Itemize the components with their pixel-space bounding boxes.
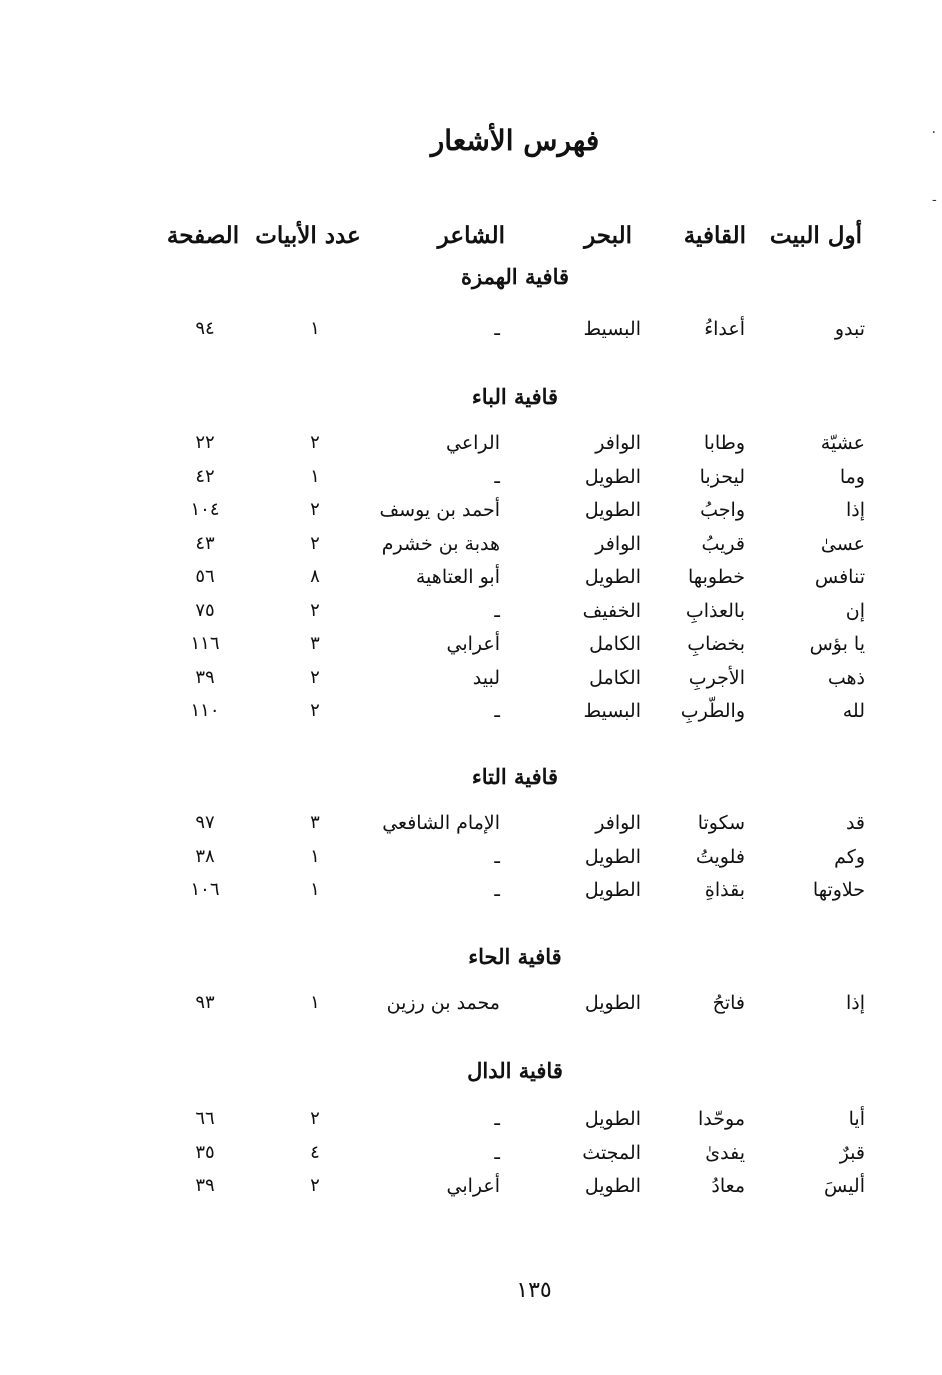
row-meter: البسيط (583, 700, 641, 722)
row-first-word: إذا (845, 499, 865, 521)
table-header (0, 222, 942, 256)
section-title: قافية الهمزة (460, 264, 570, 289)
row-poet: أعرابي (446, 633, 500, 655)
table-row (0, 499, 942, 529)
row-rhyme: الأجربِ (688, 666, 745, 689)
row-poet: ـ (494, 1141, 500, 1164)
row-first-word: أليسَ (823, 1175, 865, 1197)
row-page: ٩٤ (195, 318, 215, 339)
row-verse-count: ١ (310, 992, 320, 1013)
header-poet: الشاعر (437, 222, 505, 249)
header-first-word: أول البيت (769, 222, 862, 249)
row-rhyme: سكوتا (697, 812, 745, 834)
table-row (0, 812, 942, 842)
row-page: ١٠٦ (190, 879, 220, 900)
row-first-word: عسىٰ (820, 532, 865, 555)
row-first-word: حلاوتها (812, 879, 865, 901)
row-rhyme: خطوبها (688, 566, 745, 588)
row-meter: المجتث (582, 1141, 641, 1164)
row-meter: الطويل (584, 879, 641, 901)
row-page: ٣٩ (195, 666, 215, 688)
row-page: ٣٨ (195, 845, 215, 867)
row-first-word: ذهب (827, 666, 865, 689)
row-page: ٤٢ (195, 465, 215, 487)
row-verse-count: ١ (310, 318, 320, 339)
row-first-word: يا بؤس (809, 633, 865, 655)
table-row (0, 600, 942, 630)
row-page: ٩٧ (195, 812, 215, 833)
row-verse-count: ٢ (310, 1175, 320, 1196)
row-meter: الطويل (584, 465, 641, 488)
table-row (0, 700, 942, 730)
row-rhyme: فاتحُ (712, 992, 745, 1014)
row-verse-count: ٢ (310, 499, 320, 520)
page-number: ١٣٥ (516, 1278, 552, 1303)
row-rhyme: واجبُ (700, 499, 745, 521)
row-verse-count: ٣ (310, 633, 320, 654)
table-row (0, 992, 942, 1022)
row-page: ٩٣ (195, 992, 215, 1013)
header-rhyme: القافية (683, 222, 746, 249)
table-row (0, 533, 942, 563)
row-poet: لبيد (472, 666, 500, 689)
margin-mark: ٠ (930, 124, 938, 140)
table-row (0, 318, 942, 348)
row-first-word: عشيّة (820, 432, 865, 454)
row-poet: ـ (494, 845, 500, 868)
row-verse-count: ٢ (310, 1108, 320, 1129)
row-rhyme: بقذاةِ (704, 879, 745, 901)
row-meter: الوافر (595, 532, 641, 555)
row-page: ٧٥ (195, 599, 215, 621)
row-poet: ـ (494, 599, 500, 622)
table-row (0, 633, 942, 663)
row-verse-count: ٢ (310, 599, 320, 621)
row-page: ٣٥ (195, 1141, 215, 1163)
row-meter: البسيط (583, 318, 641, 340)
table-row (0, 667, 942, 697)
table-row (0, 846, 942, 876)
table-row (0, 879, 942, 909)
row-meter: الطويل (584, 845, 641, 868)
row-poet: ـ (494, 1108, 500, 1130)
row-first-word: قد (845, 812, 865, 834)
row-first-word: إذا (845, 992, 865, 1014)
row-meter: الطويل (584, 499, 641, 521)
row-meter: الكامل (589, 633, 641, 655)
row-poet: ـ (494, 700, 500, 722)
table-row (0, 1175, 942, 1205)
row-rhyme: موحّدا (698, 1108, 745, 1130)
row-verse-count: ٢ (310, 700, 320, 721)
row-page: ٢٢ (195, 432, 215, 453)
row-verse-count: ٨ (310, 566, 320, 587)
row-page: ٤٣ (195, 532, 215, 554)
row-verse-count: ٢ (310, 532, 320, 554)
row-poet: ـ (494, 318, 500, 340)
row-verse-count: ٤ (310, 1141, 320, 1163)
row-rhyme: وطابا (703, 432, 745, 454)
row-rhyme: معادُ (711, 1175, 745, 1197)
row-rhyme: قريبُ (701, 532, 745, 555)
row-verse-count: ٢ (310, 666, 320, 688)
row-verse-count: ١ (310, 845, 320, 867)
section-title: قافية الباء (471, 384, 559, 409)
row-poet: هدبة بن خشرم (381, 532, 500, 555)
row-page: ٦٦ (195, 1108, 215, 1129)
margin-mark: - (932, 192, 937, 208)
header-verse-count: عدد الأبيات (255, 222, 361, 249)
row-poet: ـ (494, 465, 500, 488)
row-meter: الطويل (584, 1175, 641, 1197)
row-page: ٥٦ (195, 566, 215, 587)
row-rhyme: أعداءُ (704, 318, 745, 340)
table-row (0, 1142, 942, 1172)
row-page: ١١٠ (190, 700, 220, 721)
section-title: قافية الحاء (468, 944, 562, 969)
row-rhyme: بالعذابِ (685, 599, 745, 622)
row-page: ٣٩ (195, 1175, 215, 1196)
row-meter: الوافر (595, 812, 641, 834)
row-page: ١٠٤ (190, 499, 220, 520)
row-meter: الوافر (595, 432, 641, 454)
row-poet: ـ (494, 879, 500, 901)
table-row (0, 466, 942, 496)
row-first-word: قبرٌ (839, 1141, 865, 1164)
row-poet: الراعي (445, 432, 500, 454)
row-meter: الكامل (589, 666, 641, 689)
section-title: قافية الدال (467, 1058, 563, 1083)
row-poet: أحمد بن يوسف (379, 499, 500, 521)
section-title: قافية التاء (471, 764, 559, 789)
row-verse-count: ١ (310, 465, 320, 487)
row-first-word: إن (845, 599, 865, 622)
row-rhyme: فلويتُ (695, 845, 745, 868)
table-row (0, 1108, 942, 1138)
row-rhyme: بخضابِ (687, 633, 745, 655)
row-rhyme: يفدىٰ (705, 1141, 745, 1164)
header-page: الصفحة (166, 222, 240, 249)
row-meter: الطويل (584, 992, 641, 1014)
header-meter: البحر (584, 222, 632, 249)
row-first-word: وكم (834, 845, 865, 868)
row-verse-count: ٢ (310, 432, 320, 453)
page-title: فهرس الأشعار (430, 124, 600, 157)
row-verse-count: ١ (310, 879, 320, 900)
table-row (0, 566, 942, 596)
row-first-word: تنافس (814, 566, 865, 588)
row-first-word: وما (839, 465, 865, 488)
row-verse-count: ٣ (310, 812, 320, 833)
row-poet: أعرابي (446, 1175, 500, 1197)
row-poet: أبو العتاهية (415, 566, 500, 588)
row-first-word: تبدو (834, 318, 865, 340)
row-rhyme: ليحزبا (699, 465, 745, 488)
row-first-word: أيا (848, 1108, 865, 1130)
row-rhyme: والطّربِ (680, 700, 745, 722)
row-first-word: لله (842, 700, 865, 722)
table-row (0, 432, 942, 462)
row-page: ١١٦ (190, 633, 220, 654)
row-poet: محمد بن رزين (386, 992, 500, 1014)
row-meter: الخفيف (582, 599, 641, 622)
row-meter: الطويل (584, 1108, 641, 1130)
row-meter: الطويل (584, 566, 641, 588)
row-poet: الإمام الشافعي (382, 812, 500, 834)
